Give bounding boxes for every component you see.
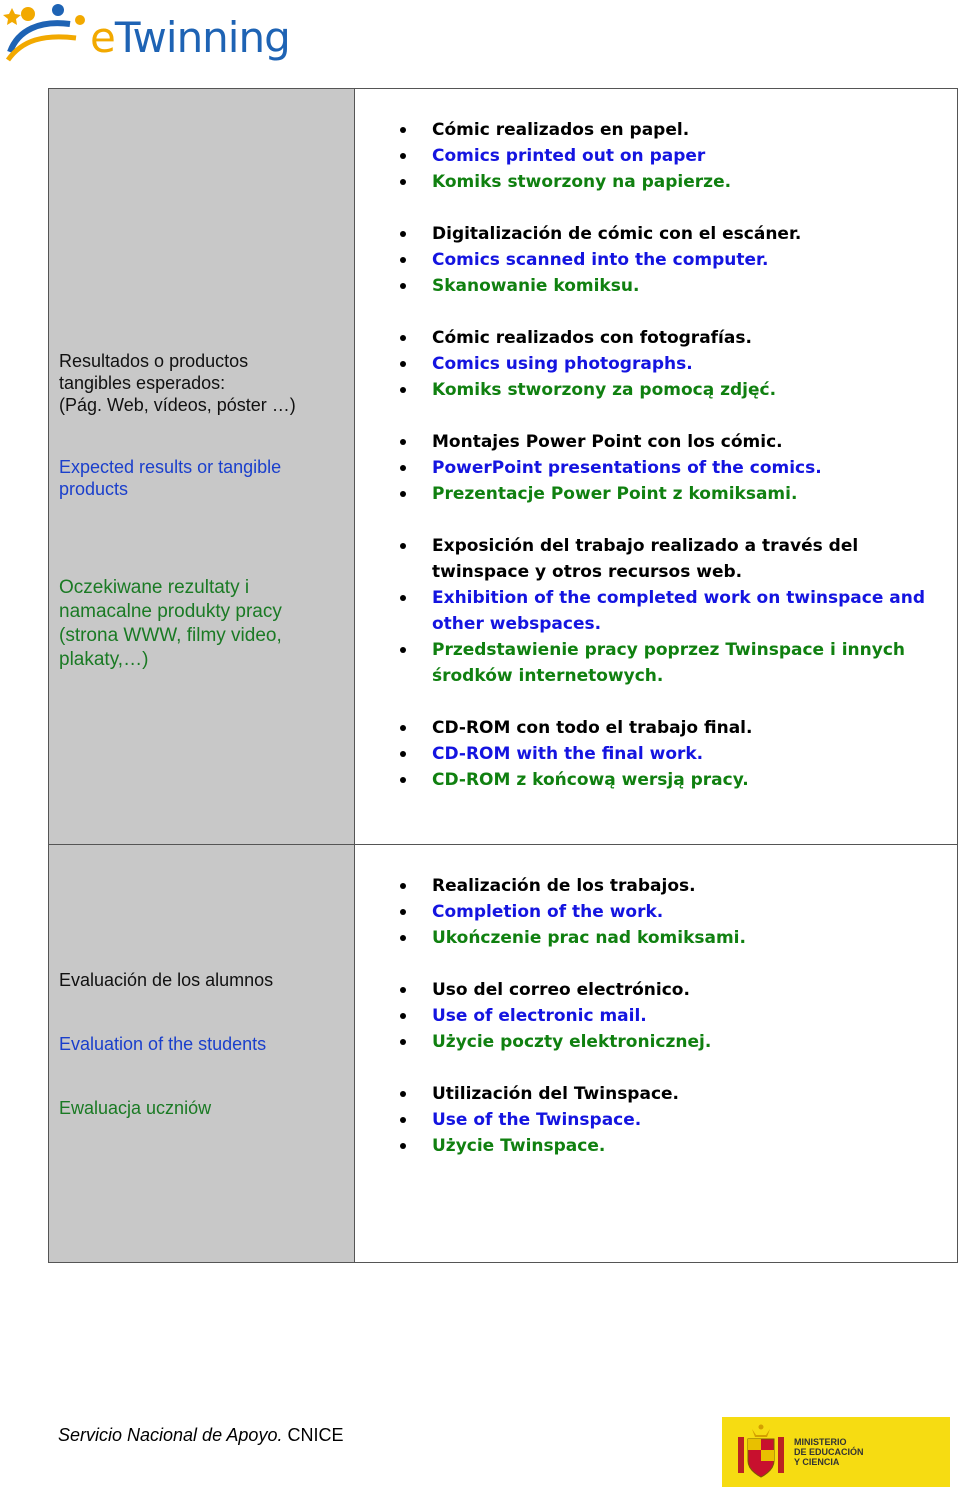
etwinning-logo xyxy=(0,0,300,74)
group-spacer xyxy=(355,951,957,977)
list-item-text: CD-ROM con todo el trabajo final. xyxy=(432,718,753,738)
results-list xyxy=(355,89,957,793)
list-item-text: Przedstawienie pracy poprzez Twinspace i innych środków internetowych. xyxy=(432,640,906,686)
bullet-icon xyxy=(400,1013,406,1019)
list-item-text: Use of electronic mail. xyxy=(432,1006,647,1026)
bullet-icon xyxy=(400,439,406,445)
list-item-text: Exhibition of the completed work on twinspace and other webspaces. xyxy=(432,588,926,634)
list-item xyxy=(355,429,957,455)
bullet-icon xyxy=(400,361,406,367)
list-item-text: Utilización del Twinspace. xyxy=(432,1084,680,1104)
list-item-text: Uso del correo electrónico. xyxy=(432,980,690,1000)
bullet-icon xyxy=(400,543,406,549)
list-item xyxy=(355,533,957,585)
results-label-es: Resultados o productos tangibles esperados: (Pág. Web, vídeos, póster …) xyxy=(59,350,296,415)
list-item xyxy=(355,977,957,1003)
list-item xyxy=(355,1107,957,1133)
list-item xyxy=(355,481,957,507)
list-item xyxy=(355,221,957,247)
evaluation-label-en: Evaluation of the students xyxy=(59,1033,267,1054)
evaluation-row xyxy=(49,845,958,1263)
bullet-group xyxy=(355,977,957,1055)
list-item xyxy=(355,1133,957,1159)
bullet-icon xyxy=(400,1039,406,1045)
bullet-icon xyxy=(400,491,406,497)
etwinning-figures-icon xyxy=(0,0,92,74)
list-item-text: Komiks stworzony na papierze. xyxy=(432,172,732,192)
bullet-icon xyxy=(400,179,406,185)
list-item-text: Completion of the work. xyxy=(432,902,664,922)
bullet-icon xyxy=(400,725,406,731)
list-item xyxy=(355,455,957,481)
bullet-group xyxy=(355,429,957,507)
bullet-icon xyxy=(400,153,406,159)
list-item-text: Use of the Twinspace. xyxy=(432,1110,642,1130)
list-item xyxy=(355,117,957,143)
evaluation-list-cell xyxy=(355,845,958,1263)
project-table xyxy=(48,88,958,1263)
list-item-text: PowerPoint presentations of the comics. xyxy=(432,458,822,478)
bullet-icon xyxy=(400,465,406,471)
list-item-text: Digitalización de cómic con el escáner. xyxy=(432,224,802,244)
bullet-icon xyxy=(400,595,406,601)
results-row xyxy=(49,89,958,845)
list-item-text: Cómic realizados con fotografías. xyxy=(432,328,752,348)
bullet-group xyxy=(355,221,957,299)
spain-crest-icon xyxy=(736,1423,786,1481)
bullet-icon xyxy=(400,231,406,237)
list-item-text: Comics scanned into the computer. xyxy=(432,250,769,270)
bullet-group xyxy=(355,715,957,793)
results-label-cell xyxy=(49,89,355,845)
bullet-group xyxy=(355,873,957,951)
bullet-icon xyxy=(400,1091,406,1097)
bullet-icon xyxy=(400,777,406,783)
group-spacer xyxy=(355,299,957,325)
bullet-group xyxy=(355,1081,957,1159)
list-item-text: CD-ROM with the final work. xyxy=(432,744,704,764)
bullet-icon xyxy=(400,647,406,653)
group-spacer xyxy=(355,507,957,533)
evaluation-label-pl: Ewaluacja uczniów xyxy=(59,1097,212,1118)
bullet-icon xyxy=(400,883,406,889)
group-spacer xyxy=(355,1055,957,1081)
bullet-group xyxy=(355,117,957,195)
list-item-text: Komiks stworzony za pomocą zdjęć. xyxy=(432,380,777,400)
bullet-icon xyxy=(400,127,406,133)
list-item-text: CD-ROM z końcową wersją pracy. xyxy=(432,770,749,790)
list-item xyxy=(355,741,957,767)
list-item xyxy=(355,715,957,741)
bullet-group xyxy=(355,533,957,689)
list-item xyxy=(355,637,957,689)
list-item xyxy=(355,377,957,403)
footer-service-text: Servicio Nacional de Apoyo. CNICE xyxy=(58,1425,344,1445)
bullet-icon xyxy=(400,935,406,941)
list-item xyxy=(355,351,957,377)
list-item-text: Realización de los trabajos. xyxy=(432,876,696,896)
results-list-cell xyxy=(355,89,958,845)
list-item-text: Ukończenie prac nad komiksami. xyxy=(432,928,746,948)
list-item xyxy=(355,169,957,195)
ministry-name: MINISTERIO DE EDUCACIÓN Y CIENCIA xyxy=(794,1437,864,1467)
group-spacer xyxy=(355,195,957,221)
bullet-group xyxy=(355,325,957,403)
list-item-text: Montajes Power Point con los cómic. xyxy=(432,432,783,452)
list-item-text: Comics using photographs. xyxy=(432,354,693,374)
bullet-icon xyxy=(400,257,406,263)
etwinning-wordmark: eTwinning xyxy=(90,13,290,62)
bullet-icon xyxy=(400,387,406,393)
list-item xyxy=(355,273,957,299)
bullet-icon xyxy=(400,751,406,757)
list-item-text: Skanowanie komiksu. xyxy=(432,276,640,296)
group-spacer xyxy=(355,403,957,429)
list-item xyxy=(355,899,957,925)
list-item xyxy=(355,925,957,951)
list-item-text: Comics printed out on paper xyxy=(432,146,706,166)
list-item xyxy=(355,143,957,169)
list-item xyxy=(355,1081,957,1107)
list-item xyxy=(355,767,957,793)
bullet-icon xyxy=(400,283,406,289)
list-item xyxy=(355,585,957,637)
list-item xyxy=(355,1003,957,1029)
results-label-pl: Oczekiwane rezultaty i namacalne produkty pracy (strona WWW, filmy video, plakaty,…) xyxy=(59,576,282,670)
list-item-text: Użycie poczty elektronicznej. xyxy=(432,1032,712,1052)
list-item-text: Exposición del trabajo realizado a través del twinspace y otros recursos web. xyxy=(432,536,859,582)
list-item xyxy=(355,247,957,273)
evaluation-label-es: Evaluación de los alumnos xyxy=(59,969,274,990)
list-item-text: Użycie Twinspace. xyxy=(432,1136,606,1156)
ministry-logo xyxy=(722,1417,950,1487)
evaluation-list xyxy=(355,845,957,1159)
bullet-icon xyxy=(400,909,406,915)
bullet-icon xyxy=(400,1143,406,1149)
results-label-en: Expected results or tangible products xyxy=(59,456,282,499)
list-item xyxy=(355,873,957,899)
list-item-text: Prezentacje Power Point z komiksami. xyxy=(432,484,798,504)
bullet-icon xyxy=(400,1117,406,1123)
list-item-text: Cómic realizados en papel. xyxy=(432,120,690,140)
list-item xyxy=(355,325,957,351)
list-item xyxy=(355,1029,957,1055)
evaluation-label-cell xyxy=(49,845,355,1263)
bullet-icon xyxy=(400,335,406,341)
bullet-icon xyxy=(400,987,406,993)
group-spacer xyxy=(355,689,957,715)
